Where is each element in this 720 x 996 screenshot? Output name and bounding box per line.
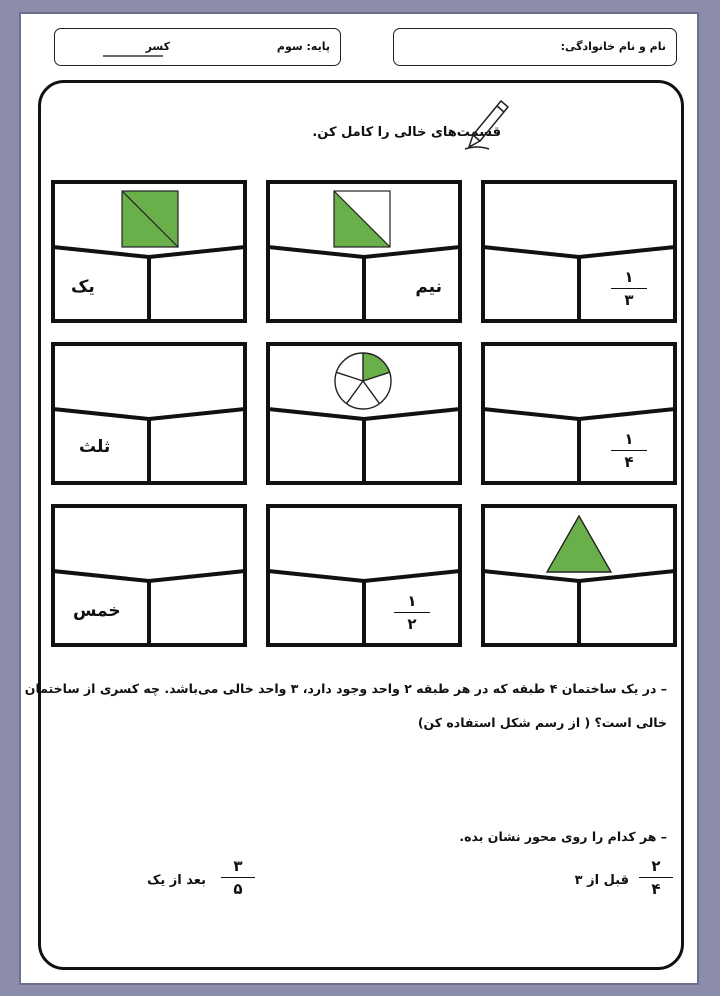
name-label: نام و نام خانوادگی: bbox=[560, 40, 666, 53]
question2-left-text: بعد از یک bbox=[147, 873, 206, 888]
fraction-numerator: ۳ bbox=[233, 857, 243, 875]
fraction-denominator: ۲ bbox=[407, 615, 417, 633]
card-r1c3 bbox=[481, 180, 677, 323]
fraction-bar bbox=[611, 288, 647, 289]
fraction-bar bbox=[639, 877, 673, 878]
fraction-numerator: ۱ bbox=[624, 268, 634, 286]
grade-label: پایه: سوم bbox=[276, 40, 330, 53]
card-fraction bbox=[611, 268, 647, 309]
card-r3c2 bbox=[266, 504, 462, 647]
card-word: نیم bbox=[415, 277, 442, 297]
fraction-denominator: ۴ bbox=[651, 880, 661, 898]
question2-right-text: قبل از ۳ bbox=[574, 873, 629, 888]
card-r1c1 bbox=[51, 180, 247, 323]
circle-fifths-shaded bbox=[333, 351, 393, 411]
fraction-bar bbox=[611, 450, 647, 451]
card-r2c3 bbox=[481, 342, 677, 485]
card-r3c1 bbox=[51, 504, 247, 647]
card-word: خمس bbox=[73, 601, 121, 621]
fraction-denominator: ۳ bbox=[624, 291, 634, 309]
card-outline bbox=[51, 342, 247, 485]
grade-topic-box bbox=[54, 28, 341, 66]
card-outline bbox=[481, 342, 677, 485]
fraction-numerator: ۱ bbox=[624, 430, 634, 448]
fraction-numerator: ۱ bbox=[407, 592, 417, 610]
fraction-bar bbox=[221, 877, 255, 878]
question1-line2: خالی است؟ ( از رسم شکل استفاده کن) bbox=[417, 715, 667, 730]
name-box bbox=[393, 28, 677, 66]
question2-left-fraction bbox=[221, 857, 255, 898]
topic-underline bbox=[103, 55, 163, 58]
fraction-numerator: ۲ bbox=[651, 857, 661, 875]
card-word: یک bbox=[71, 277, 95, 297]
worksheet-page bbox=[19, 12, 699, 985]
content-frame bbox=[24, 80, 684, 970]
card-word: ثلث bbox=[79, 437, 111, 457]
card-r1c2 bbox=[266, 180, 462, 323]
card-outline bbox=[481, 180, 677, 323]
instruction-text: قسمت‌های خالی را کامل کن. bbox=[312, 125, 501, 140]
card-r3c3 bbox=[481, 504, 677, 647]
square-half-shaded bbox=[333, 190, 391, 248]
pencil-icon bbox=[463, 91, 513, 151]
question2-right-fraction bbox=[639, 857, 673, 898]
question2-prompt: – هر کدام را روی محور نشان بده. bbox=[459, 829, 667, 844]
fraction-denominator: ۵ bbox=[233, 880, 243, 898]
card-r2c1 bbox=[51, 342, 247, 485]
card-outline bbox=[51, 504, 247, 647]
question1-line1: – در یک ساختمان ۴ طبقه که در هر طبقه ۲ واحد وجود دارد، ۳ واحد خالی می‌باشد. چه کسری از ساختمان bbox=[24, 681, 667, 696]
card-fraction bbox=[611, 430, 647, 471]
topic-label: کسر bbox=[145, 40, 170, 53]
triangle-shaded bbox=[545, 514, 613, 574]
card-fraction bbox=[394, 592, 430, 633]
card-outline bbox=[266, 504, 462, 647]
card-r2c2 bbox=[266, 342, 462, 485]
fraction-bar bbox=[394, 612, 430, 613]
fraction-denominator: ۴ bbox=[624, 453, 634, 471]
square-full-shaded bbox=[121, 190, 179, 248]
